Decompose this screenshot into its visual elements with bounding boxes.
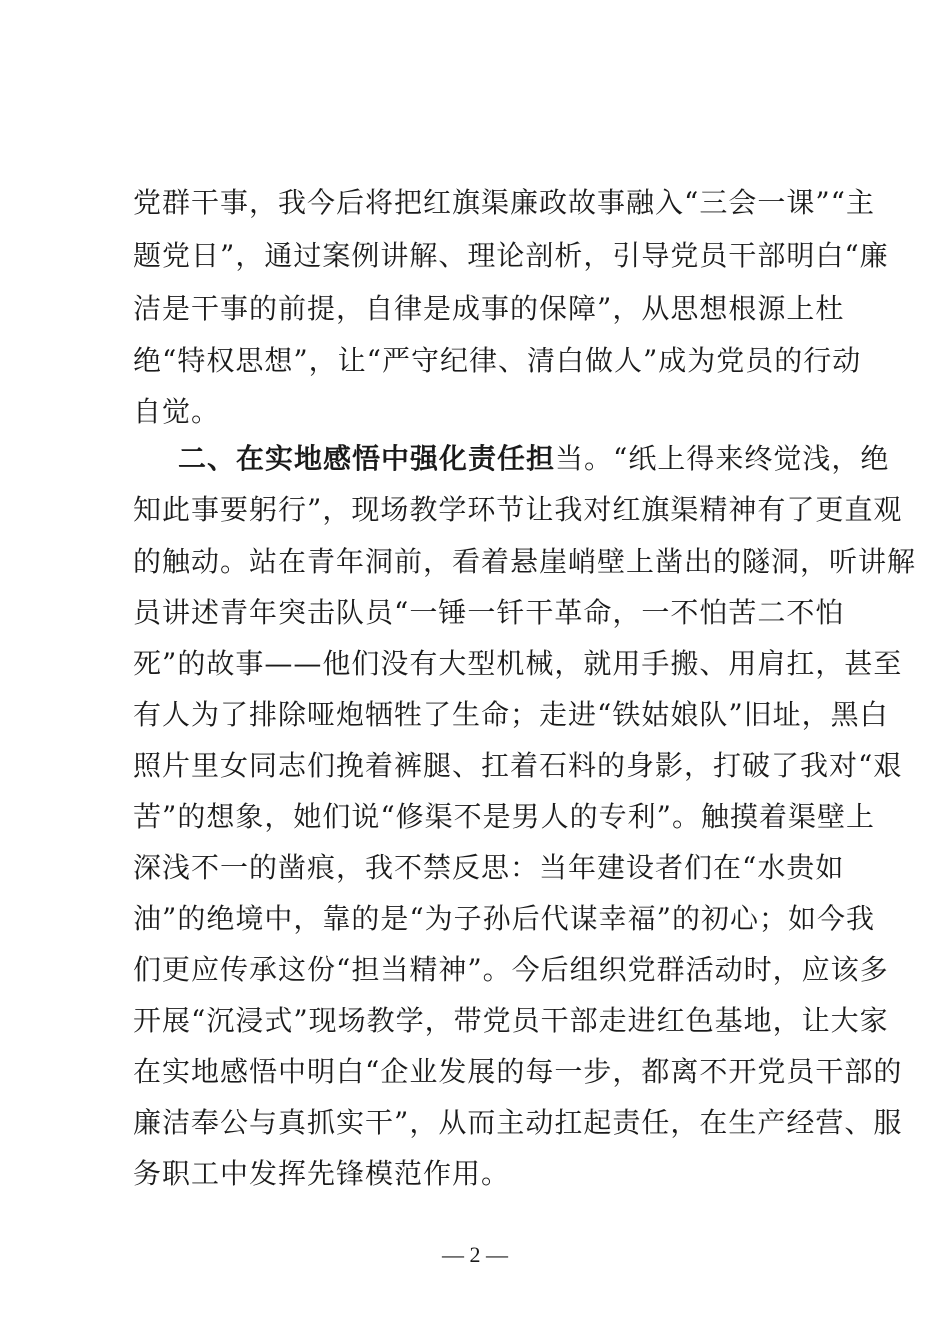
body-line-16: 们更应传承这份“担当精神”。今后组织党群活动时，应该多 — [133, 953, 889, 986]
body-line-2: 题党日”，通过案例讲解、理论剖析，引导党员干部明白“廉 — [133, 239, 889, 272]
body-line-9: 员讲述青年突击队员“一锤一钎干革命，一不怕苦二不怕 — [133, 596, 845, 629]
section-2-lead-text: 当。“纸上得来终觉浅，绝 — [555, 442, 890, 475]
body-line-14: 深浅不一的凿痕，我不禁反思：当年建设者们在“水贵如 — [133, 851, 845, 884]
body-line-3: 洁是干事的前提，自律是成事的保障”，从思想根源上杜 — [133, 292, 845, 325]
body-line-20: 务职工中发挥先锋模范作用。 — [133, 1157, 511, 1190]
body-line-11: 有人为了排除哑炮牺牲了生命；走进“铁姑娘队”旧址，黑白 — [133, 698, 889, 731]
body-line-18: 在实地感悟中明白“企业发展的每一步，都离不开党员干部的 — [133, 1055, 903, 1088]
section-heading: 二、在实地感悟中强化责任担 — [178, 442, 556, 475]
section-2-first-line — [178, 439, 890, 479]
body-line-4: 绝“特权思想”，让“严守纪律、清白做人”成为党员的行动 — [133, 344, 862, 377]
body-line-10: 死”的故事——他们没有大型机械，就用手搬、用肩扛，甚至 — [133, 647, 903, 680]
body-line-12: 照片里女同志们挽着裤腿、扛着石料的身影，打破了我对“艰 — [133, 749, 903, 782]
body-line-13: 苦”的想象，她们说“修渠不是男人的专利”。触摸着渠壁上 — [133, 800, 875, 833]
body-line-15: 油”的绝境中，靠的是“为子孙后代谋幸福”的初心；如今我 — [133, 902, 875, 935]
body-line-8: 的触动。站在青年洞前，看着悬崖峭壁上凿出的隧洞，听讲解 — [133, 545, 917, 578]
page-number: — 2 — — [442, 1242, 508, 1267]
body-line-17: 开展“沉浸式”现场教学，带党员干部走进红色基地，让大家 — [133, 1004, 889, 1037]
body-line-19: 廉洁奉公与真抓实干”，从而主动扛起责任，在生产经营、服 — [133, 1106, 903, 1139]
body-line-7: 知此事要躬行”，现场教学环节让我对红旗渠精神有了更直观 — [133, 493, 903, 526]
body-line-1: 党群干事，我今后将把红旗渠廉政故事融入“三会一课”“主 — [133, 186, 875, 219]
body-line-5: 自觉。 — [133, 395, 221, 428]
